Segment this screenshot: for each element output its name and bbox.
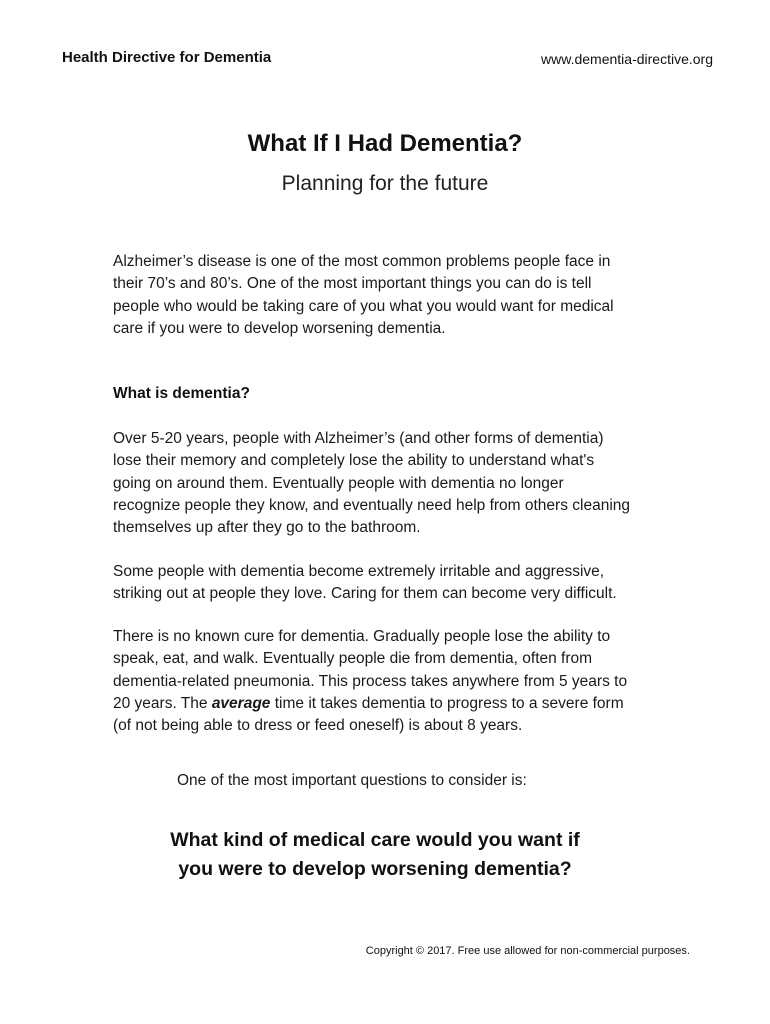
document-title: What If I Had Dementia? — [247, 130, 523, 157]
paragraph-line: recognize people they know, and eventually need help from others cleaning — [113, 496, 631, 514]
key-question — [0, 826, 750, 884]
paragraph-line: (of not being able to dress or feed oneself) is about 8 years. — [113, 717, 523, 735]
lead-in-text: One of the most important questions to consider is: — [177, 772, 527, 789]
header-title: Health Directive for Dementia — [62, 49, 272, 66]
intro-line: care if you were to develop worsening dementia. — [113, 319, 446, 337]
paragraph-line — [113, 693, 673, 715]
text-run: 20 years. The — [113, 694, 212, 712]
text-run: time it takes dementia to progress to a severe form — [270, 694, 624, 712]
paragraph-line: themselves up after they go to the bathroom. — [113, 519, 421, 537]
intro-paragraph — [113, 251, 673, 340]
paragraph-line: Over 5-20 years, people with Alzheimer’s (and other forms of dementia) — [113, 430, 604, 447]
paragraph-line: There is no known cure for dementia. Gradually people lose the ability to — [113, 628, 611, 645]
paragraph-1 — [113, 428, 673, 539]
paragraph-3 — [113, 626, 673, 737]
paragraph-line: speak, eat, and walk. Eventually people die from dementia, often from — [113, 650, 593, 668]
paragraph-line: going on around them. Eventually people with dementia no longer — [113, 474, 564, 492]
emphasis-average: average — [211, 694, 271, 712]
question-line: you were to develop worsening dementia? — [178, 858, 572, 880]
intro-line: people who would be taking care of you what you would want for medical — [113, 297, 614, 315]
header-url: www.dementia-directive.org — [541, 51, 713, 67]
section-heading: What is dementia? — [113, 385, 250, 402]
paragraph-2 — [113, 561, 673, 606]
question-line: What kind of medical care would you want if — [170, 829, 580, 851]
paragraph-line: dementia-related pneumonia. This process takes anywhere from 5 years to — [113, 672, 628, 690]
intro-line: Alzheimer’s disease is one of the most common problems people face in — [113, 253, 611, 270]
paragraph-line: lose their memory and completely lose the ability to understand what's — [113, 452, 595, 470]
intro-line: their 70’s and 80’s. One of the most important things you can do is tell — [113, 275, 592, 293]
copyright-notice: Copyright © 2017. Free use allowed for non-commercial purposes. — [365, 945, 690, 957]
paragraph-line: striking out at people they love. Caring for them can become very difficult. — [113, 585, 617, 603]
document-subtitle: Planning for the future — [281, 172, 489, 195]
paragraph-line: Some people with dementia become extremely irritable and aggressive, — [113, 563, 605, 580]
